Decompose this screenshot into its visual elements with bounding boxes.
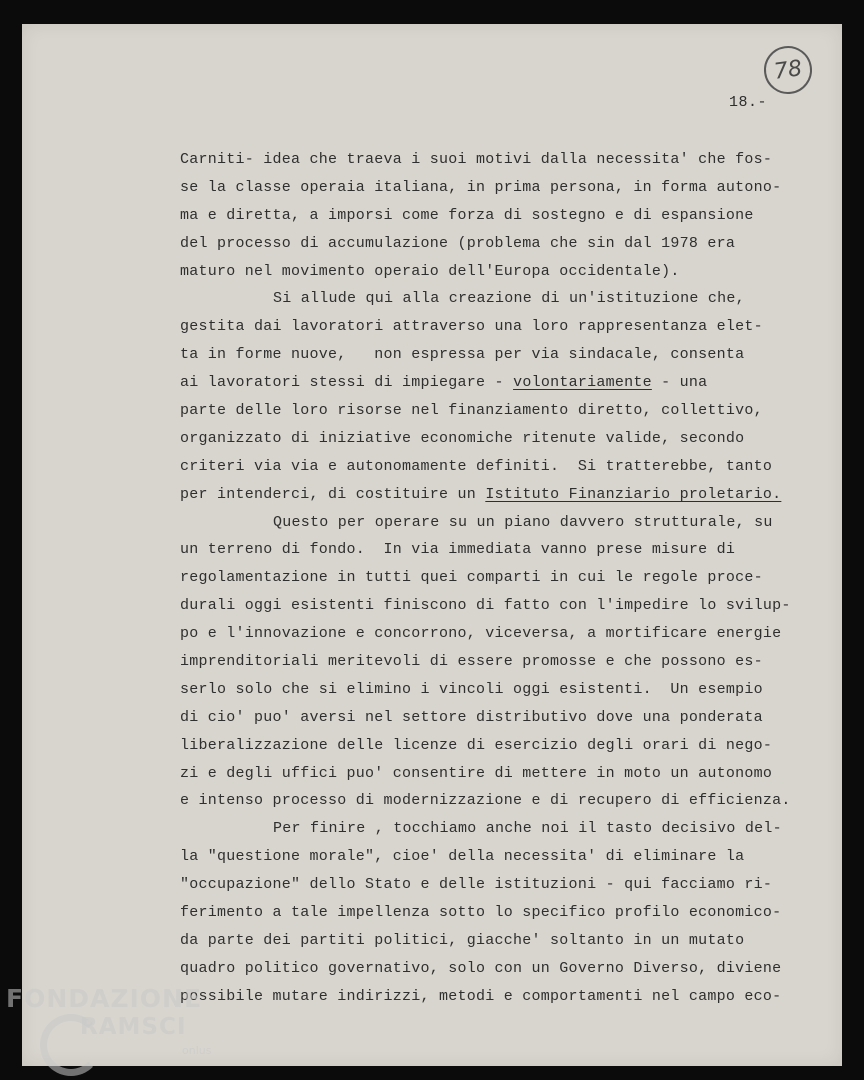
watermark-line-3: onlus: [182, 1044, 212, 1057]
watermark-line-2: RAMSCI: [80, 1014, 187, 1040]
text-line: un terreno di fondo. In via immediata vanno prese misure di: [180, 541, 736, 559]
paragraph-start-line: Questo per operare su un piano davvero strutturale, su: [273, 513, 773, 531]
text-line: gestita dai lavoratori attraverso una loro rappresentanza elet-: [180, 318, 763, 336]
text-line: regolamentazione in tutti quei comparti in cui le regole proce-: [180, 569, 763, 587]
text-line: Carniti- idea che traeva i suoi motivi dalla necessita' che fos-: [180, 151, 773, 168]
text-line: zi e degli uffici puo' consentire di mettere in moto un autonomo: [180, 764, 773, 782]
text-line: "occupazione" dello Stato e delle istituzioni - qui facciamo ri-: [180, 876, 773, 894]
text-line: possibile mutare indirizzi, metodi e comportamenti nel campo eco-: [180, 987, 782, 1005]
text-line: po e l'innovazione e concorrono, viceversa, a mortificare energie: [180, 625, 782, 643]
text-line: [180, 481, 820, 509]
page-number: 18.-: [729, 94, 768, 111]
text-line: organizzato di iniziative economiche ritenute valide, secondo: [180, 429, 745, 447]
text-line: di cio' puo' aversi nel settore distributivo dove una ponderata: [180, 708, 763, 726]
text-line: liberalizzazione delle licenze di esercizio degli orari di nego-: [180, 736, 773, 754]
text-line: durali oggi esistenti finiscono di fatto con l'impedire lo svilup-: [180, 597, 791, 615]
text-line: e intenso processo di modernizzazione e di recupero di efficienza.: [180, 792, 791, 810]
paragraph-start-line: Per finire , tocchiamo anche noi il tasto decisivo del-: [273, 820, 782, 838]
archive-number-stamp: 78: [761, 43, 815, 97]
text-fragment: - una: [651, 374, 708, 392]
text-line: maturo nel movimento operaio dell'Europa occidentale).: [180, 262, 680, 280]
text-line: ma e diretta, a imporsi come forza di sostegno e di espansione: [180, 206, 754, 224]
text-line: ferimento a tale impellenza sotto lo specifico profilo economico-: [180, 904, 782, 922]
typed-text-body: [180, 146, 820, 1011]
underlined-text: Istituto Finanziario proletario.: [485, 485, 782, 503]
text-line: la "questione morale", cioe' della necessita' di eliminare la: [180, 848, 745, 866]
text-line: parte delle loro risorse nel finanziamento diretto, collettivo,: [180, 402, 763, 420]
text-line: quadro politico governativo, solo con un Governo Diverso, diviene: [180, 959, 782, 977]
text-line: da parte dei partiti politici, giacche' soltanto in un mutato: [180, 931, 745, 949]
text-fragment: ai lavoratori stessi di impiegare -: [180, 374, 514, 392]
text-line: se la classe operaia italiana, in prima persona, in forma autono-: [180, 178, 782, 196]
text-fragment: per intenderci, di costituire un: [180, 485, 486, 503]
text-line: criteri via via e autonomamente definiti. Si tratterebbe, tanto: [180, 457, 773, 475]
underlined-text: volontariamente: [513, 374, 652, 392]
text-line: [180, 369, 820, 397]
paragraph-start-line: Si allude qui alla creazione di un'istituzione che,: [273, 290, 745, 308]
text-line: imprenditoriali meritevoli di essere promosse e che possono es-: [180, 653, 763, 671]
watermark-line-1: FONDAZIONE: [6, 984, 203, 1013]
text-line: del processo di accumulazione (problema che sin dal 1978 era: [180, 234, 736, 252]
text-line: serlo solo che si elimino i vincoli oggi esistenti. Un esempio: [180, 680, 763, 698]
text-line: ta in forme nuove, non espressa per via sindacale, consenta: [180, 346, 745, 364]
